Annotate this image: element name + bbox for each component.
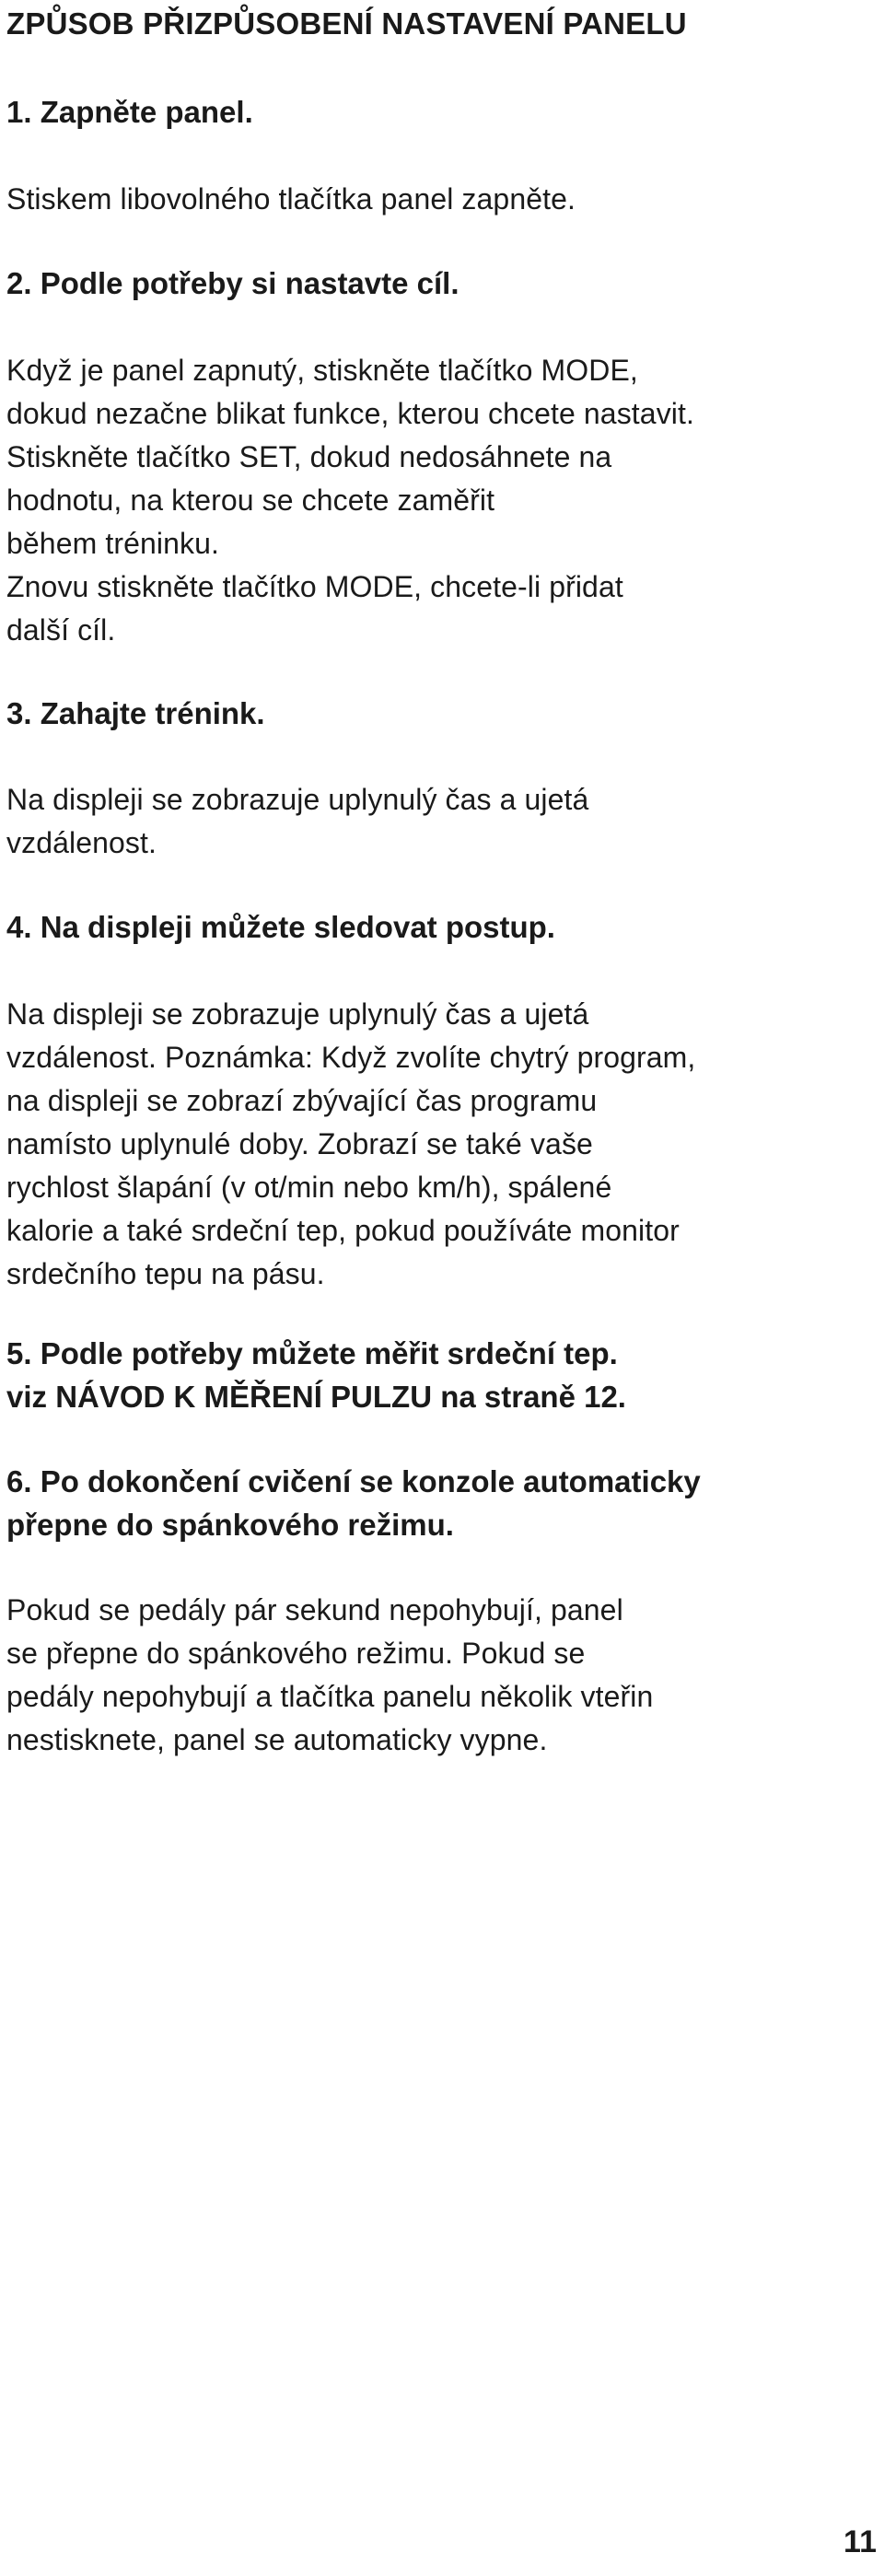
step-3-body-line: Na displeji se zobrazuje uplynulý čas a ujetá: [6, 783, 589, 816]
step-3-body-line: vzdálenost.: [6, 826, 157, 859]
step-2-body-line: dokud nezačne blikat funkce, kterou chcete nastavit.: [6, 397, 694, 430]
step-5-heading-line: viz NÁVOD K MĚŘENÍ PULZU na straně 12.: [6, 1380, 626, 1414]
step-6-body-line: se přepne do spánkového režimu. Pokud se: [6, 1637, 586, 1670]
step-4-heading-line: 4. Na displeji můžete sledovat postup.: [6, 910, 555, 944]
step-4-body-line: rychlost šlapání (v ot/min nebo km/h), spálené: [6, 1171, 612, 1204]
step-3-body: [6, 778, 588, 865]
step-4-body-line: kalorie a také srdeční tep, pokud používáte monitor: [6, 1214, 680, 1247]
step-6-heading-line: 6. Po dokončení cvičení se konzole automaticky: [6, 1464, 701, 1498]
step-4-body: [6, 993, 695, 1296]
step-4-body-line: srdečního tepu na pásu.: [6, 1257, 325, 1290]
step-6-body-line: nestisknete, panel se automaticky vypne.: [6, 1723, 548, 1756]
step-1-body: [6, 178, 576, 221]
step-2-body: [6, 349, 694, 652]
step-4-heading: [6, 905, 555, 949]
step-1-body-line: Stiskem libovolného tlačítka panel zapněte.: [6, 182, 576, 216]
step-2-body-line: další cíl.: [6, 613, 116, 647]
step-2-heading: [6, 262, 459, 305]
page-number: 11: [843, 2524, 877, 2559]
step-2-body-line: hodnotu, na kterou se chcete zaměřit: [6, 484, 495, 517]
step-2-body-line: Když je panel zapnutý, stiskněte tlačítko MODE,: [6, 354, 638, 387]
step-4-body-line: namísto uplynulé doby. Zobrazí se také vaše: [6, 1127, 593, 1160]
step-6-heading-line: přepne do spánkového režimu.: [6, 1508, 454, 1542]
step-5-heading: [6, 1332, 626, 1418]
step-2-body-line: Znovu stiskněte tlačítko MODE, chcete-li přidat: [6, 570, 623, 603]
step-5-heading-line: 5. Podle potřeby můžete měřit srdeční tep.: [6, 1336, 618, 1370]
step-2-body-line: Stiskněte tlačítko SET, dokud nedosáhnete na: [6, 440, 612, 473]
step-6-body-line: pedály nepohybují a tlačítka panelu několik vteřin: [6, 1680, 654, 1713]
page-title: ZPŮSOB PŘIZPŮSOBENÍ NASTAVENÍ PANELU: [6, 6, 687, 41]
step-6-body: [6, 1589, 653, 1762]
step-1-heading: [6, 90, 253, 134]
step-2-body-line: během tréninku.: [6, 527, 219, 560]
step-2-heading-line: 2. Podle potřeby si nastavte cíl.: [6, 266, 459, 300]
step-4-body-line: vzdálenost. Poznámka: Když zvolíte chytrý program,: [6, 1041, 696, 1074]
step-3-heading-line: 3. Zahajte trénink.: [6, 696, 265, 730]
step-6-body-line: Pokud se pedály pár sekund nepohybují, panel: [6, 1593, 623, 1626]
step-4-body-line: Na displeji se zobrazuje uplynulý čas a ujetá: [6, 997, 589, 1031]
step-4-body-line: na displeji se zobrazí zbývající čas programu: [6, 1084, 598, 1117]
step-6-heading: [6, 1460, 701, 1546]
step-1-heading-line: 1. Zapněte panel.: [6, 95, 253, 129]
step-3-heading: [6, 692, 265, 735]
